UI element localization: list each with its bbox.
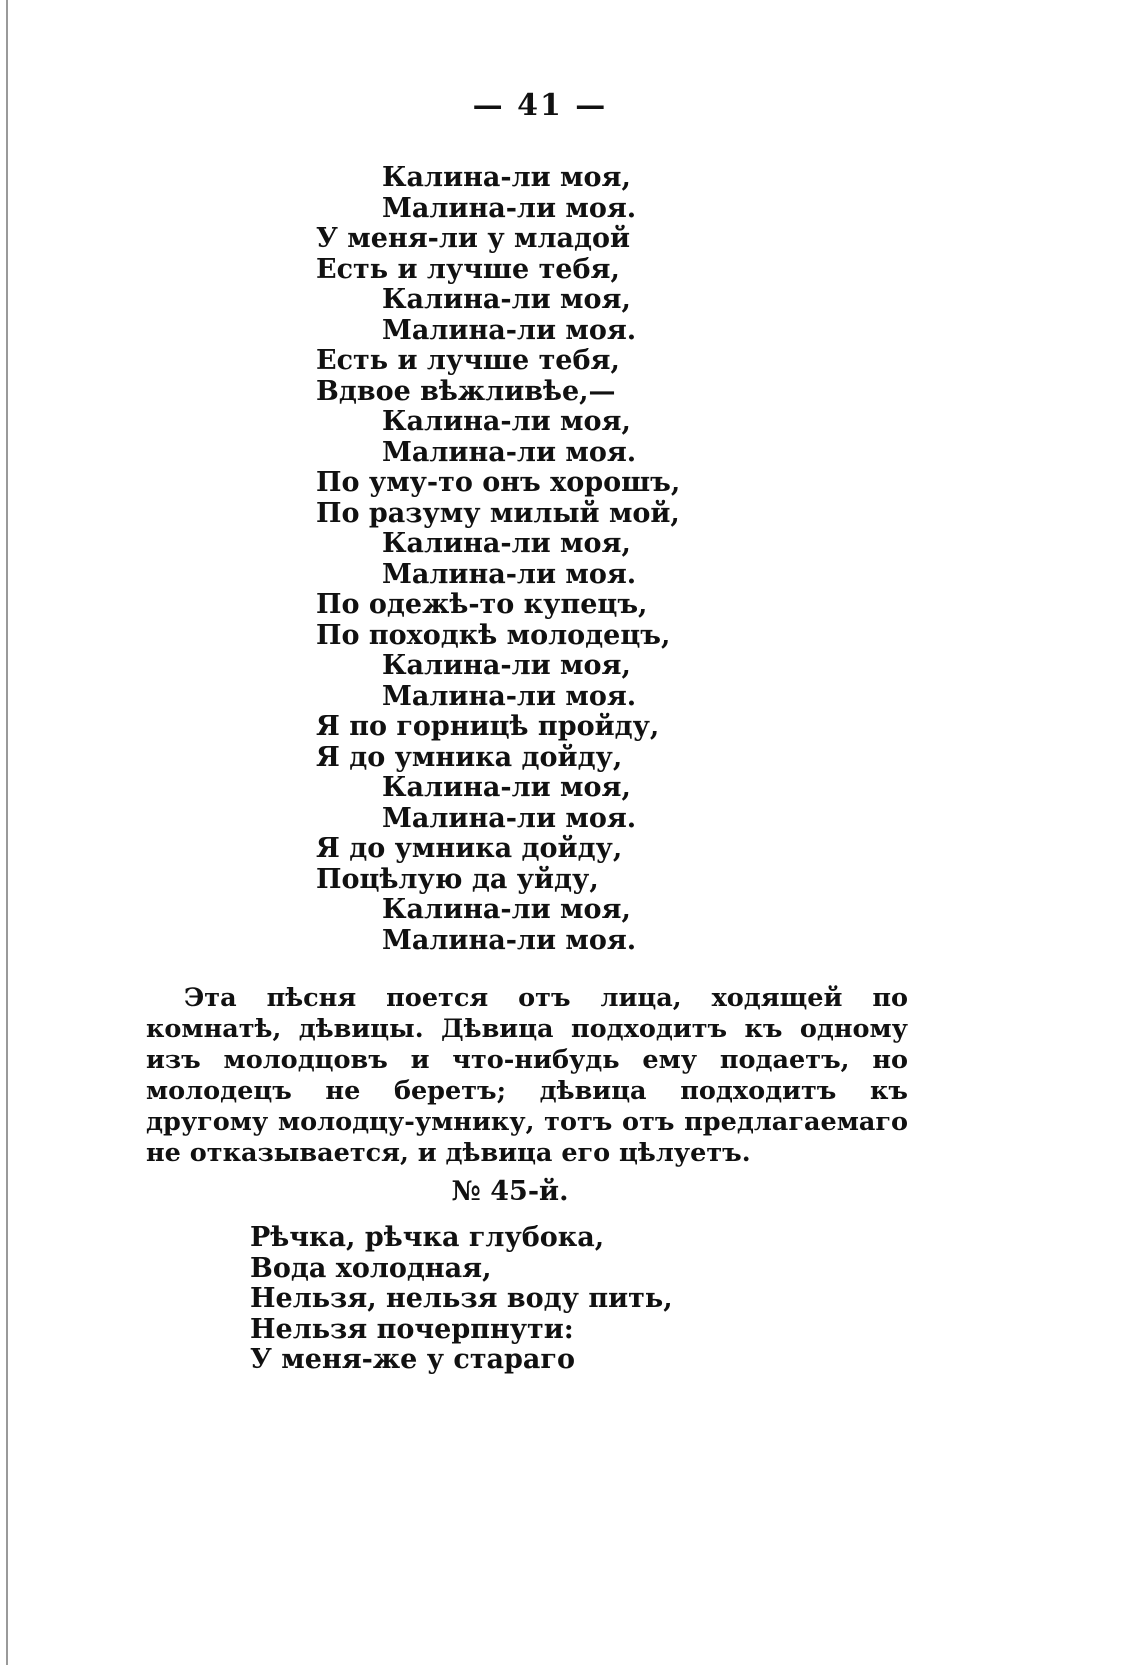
verse-line: Есть и лучше тебя, <box>316 345 620 376</box>
song-45-verse <box>250 1223 673 1376</box>
verse-line: Малина-ли моя. <box>382 802 637 834</box>
verse-line: Рѣчка, рѣчка глубока, <box>250 1222 605 1253</box>
verse-line: Малина-ли моя. <box>382 680 637 712</box>
verse-line: Калина-ли моя, <box>382 894 631 925</box>
verse-line: Калина-ли моя, <box>382 284 631 315</box>
verse-line: Я до умника дойду, <box>316 833 623 864</box>
verse-line: Малина-ли моя. <box>382 192 637 224</box>
verse-line: Есть и лучше тебя, <box>316 253 620 285</box>
verse-line: Калина-ли моя, <box>382 406 631 437</box>
verse-line: По одежѣ-то купецъ, <box>316 589 648 620</box>
verse-line: Малина-ли моя. <box>382 436 637 468</box>
song-number-heading: № 45-й. <box>451 1176 569 1207</box>
verse-line: Малина-ли моя. <box>382 924 637 956</box>
page-edge-line <box>6 0 8 1665</box>
verse-line: Малина-ли моя. <box>382 314 637 346</box>
verse-line: Калина-ли моя, <box>382 528 631 559</box>
verse-line: Я по горницѣ пройду, <box>316 711 660 742</box>
verse-line: По уму-то онъ хорошъ, <box>316 467 681 498</box>
verse-line: Вода холодная, <box>250 1252 492 1284</box>
song-note-paragraph: Эта пѣсня поется отъ лица, ходящей по комнатѣ, дѣвицы. Дѣвица подходитъ къ одному изъ молодцовъ и что-нибудь ему подаетъ, но молодецъ не беретъ; дѣвица подходитъ къ другому молодцу-умнику, тотъ отъ предлагаемаго не отказывается, и дѣвица его цѣлуетъ. <box>146 983 908 1168</box>
verse-line: У меня-же у стараго <box>250 1344 575 1375</box>
verse-line: Малина-ли моя. <box>382 558 637 590</box>
verse-line: Калина-ли моя, <box>382 772 631 803</box>
verse-line: Я до умника дойду, <box>316 741 623 773</box>
verse-line: Калина-ли моя, <box>382 162 631 193</box>
verse-line: У меня-ли у младой <box>316 223 631 254</box>
verse-line: Вдвое вѣжливѣе,— <box>316 375 616 407</box>
verse-line: Калина-ли моя, <box>382 650 631 681</box>
song-verse <box>316 163 680 956</box>
verse-line: По походкѣ молодецъ, <box>316 619 671 651</box>
page-number: — 41 — <box>472 88 608 123</box>
verse-line: По разуму милый мой, <box>316 497 680 529</box>
verse-line: Нельзя, нельзя воду пить, <box>250 1283 673 1314</box>
verse-line: Поцѣлую да уйду, <box>316 863 599 895</box>
verse-line: Нельзя почерпнути: <box>250 1313 574 1345</box>
